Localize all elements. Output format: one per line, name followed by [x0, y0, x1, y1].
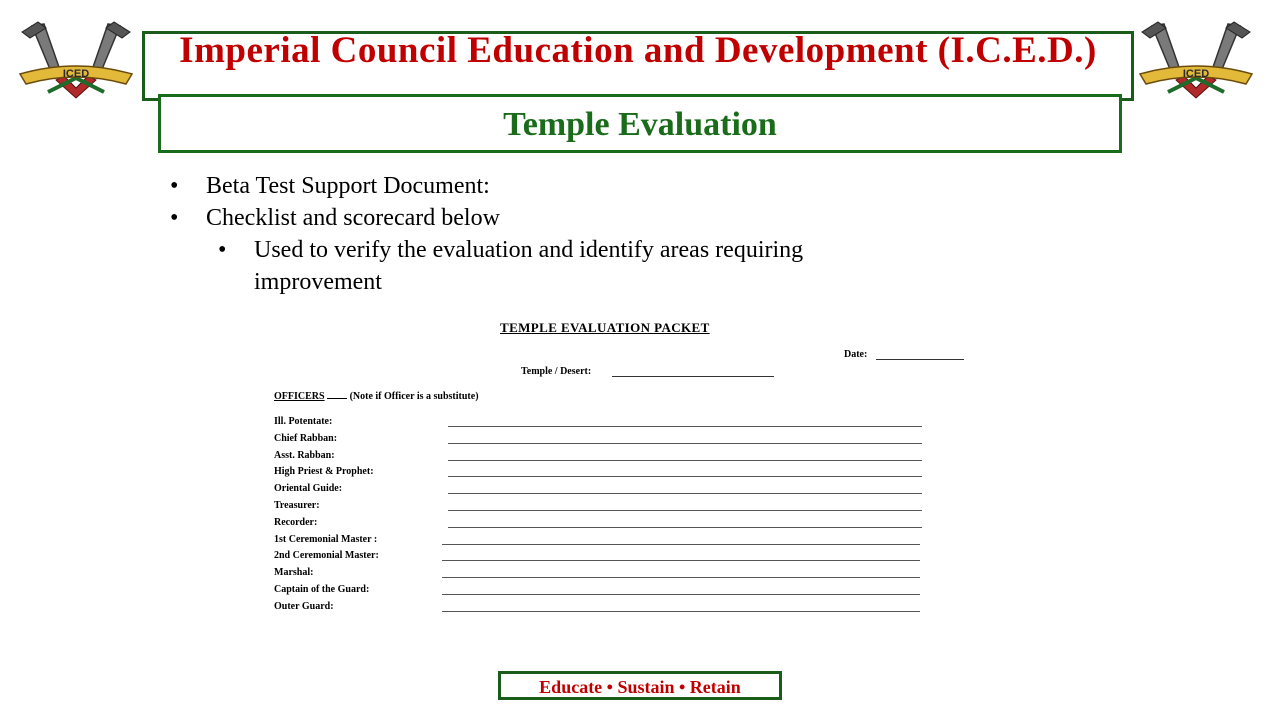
- title-box: [142, 31, 1134, 101]
- officer-label: Chief Rabban:: [274, 432, 338, 444]
- packet-date-blank: [876, 359, 964, 360]
- officer-blank-line: [442, 560, 920, 561]
- bullet-item: • Beta Test Support Document:: [170, 170, 890, 202]
- officer-label: Asst. Rabban:: [274, 449, 335, 461]
- bullet-list: [170, 170, 890, 298]
- evaluation-packet-image: [272, 318, 972, 618]
- officer-blank-line: [448, 476, 922, 477]
- officer-blank-line: [448, 426, 922, 427]
- officers-header: [274, 391, 479, 402]
- packet-date-label: Date:: [844, 349, 868, 360]
- packet-temple-label: Temple / Desert:: [521, 366, 592, 377]
- page-subtitle: Temple Evaluation: [503, 106, 777, 143]
- officer-label: 2nd Ceremonial Master:: [274, 550, 379, 562]
- sub-bullet-item: • Used to verify the evaluation and identify areas requiring improvement: [218, 234, 890, 298]
- footer-tagline: Educate • Sustain • Retain: [539, 677, 741, 697]
- officer-blank-line: [448, 443, 922, 444]
- officer-blank-line: [448, 460, 922, 461]
- officer-label: Outer Guard:: [274, 600, 334, 612]
- logo-left-text: ICED: [62, 68, 90, 80]
- officer-blank-line: [442, 577, 920, 578]
- page-title: Imperial Council Education and Development (I.C.E.D.): [179, 30, 1097, 71]
- packet-title: TEMPLE EVALUATION PACKET: [500, 320, 710, 335]
- officers-label: OFFICERS: [274, 391, 325, 402]
- iced-logo-left: [14, 18, 138, 104]
- officer-label: High Priest & Prophet:: [274, 466, 374, 478]
- officers-note: (Note if Officer is a substitute): [349, 391, 479, 402]
- officer-blank-line: [442, 544, 920, 545]
- officer-label: Treasurer:: [274, 500, 320, 511]
- officer-label: 1st Ceremonial Master :: [274, 533, 378, 545]
- officer-blank-line: [448, 527, 922, 528]
- officer-label: Recorder:: [274, 516, 318, 528]
- officer-label: Captain of the Guard:: [274, 584, 370, 595]
- officer-blank-line: [448, 493, 922, 494]
- iced-logo-right: [1134, 18, 1258, 104]
- officer-blank-line: [442, 594, 920, 595]
- subtitle-box: [158, 94, 1122, 153]
- officer-label: Oriental Guide:: [274, 483, 343, 495]
- footer-box: [498, 671, 782, 700]
- logo-right-text: ICED: [1182, 68, 1210, 80]
- officer-label: Ill. Potentate:: [274, 416, 333, 427]
- officer-label: Marshal:: [274, 567, 314, 579]
- bullet-item: • Checklist and scorecard below: [170, 202, 890, 234]
- officer-blank-line: [442, 611, 920, 612]
- packet-temple-blank: [612, 376, 774, 377]
- officer-blank-line: [448, 510, 922, 511]
